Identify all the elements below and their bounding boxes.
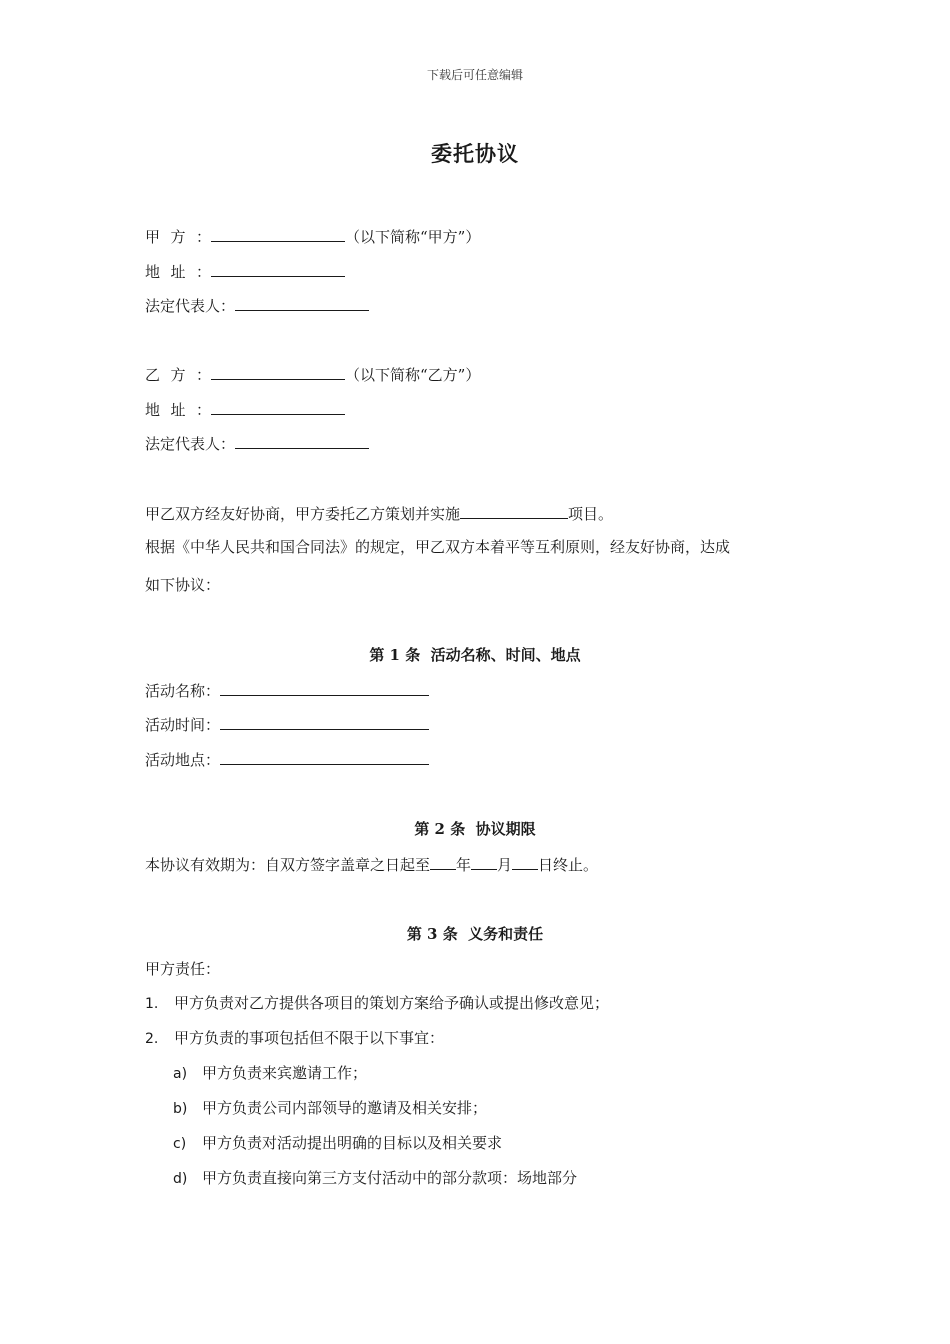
sub-list-item: a) 甲方负责来宾邀请工作； bbox=[173, 1064, 368, 1082]
party-a-note: （以下简称“甲方”） bbox=[345, 228, 481, 246]
list-item: 1. 甲方负责对乙方提供各项目的策划方案给予确认或提出修改意见； bbox=[145, 994, 610, 1012]
intro-line-3: 如下协议： bbox=[145, 576, 221, 594]
party-b-label: 乙方： bbox=[145, 366, 211, 384]
activity-place-blank[interactable] bbox=[220, 749, 429, 765]
document-title: 委托协议 bbox=[431, 141, 519, 166]
article-1-heading: 第 1 条 活动名称、时间、地点 bbox=[369, 646, 581, 664]
party-a-address-blank[interactable] bbox=[211, 261, 345, 277]
party-b-address-label: 地址： bbox=[145, 401, 211, 419]
party-b-blank[interactable] bbox=[211, 364, 345, 380]
activity-time-blank[interactable] bbox=[220, 714, 429, 730]
intro-text-a: 甲乙双方经友好协商，甲方委托乙方策划并实施 bbox=[145, 505, 461, 523]
party-a-rep-label: 法定代表人： bbox=[145, 297, 236, 315]
month-blank[interactable] bbox=[471, 854, 497, 870]
party-b-line bbox=[145, 364, 480, 385]
intro-line-1 bbox=[145, 503, 613, 524]
party-b-rep-label: 法定代表人： bbox=[145, 435, 236, 453]
party-a-address-line bbox=[145, 261, 345, 282]
intro-text-b: 项目。 bbox=[568, 505, 614, 523]
activity-name-blank[interactable] bbox=[220, 680, 429, 696]
party-a-address-label: 地址： bbox=[145, 263, 211, 281]
sub-list-item: d) 甲方负责直接向第三方支付活动中的部分款项：场地部分 bbox=[173, 1169, 578, 1187]
day-blank[interactable] bbox=[512, 854, 538, 870]
article-3-heading: 第 3 条 义务和责任 bbox=[406, 925, 544, 943]
article-2-heading: 第 2 条 协议期限 bbox=[414, 820, 536, 838]
party-b-note: （以下简称“乙方”） bbox=[345, 366, 481, 384]
party-b-address-line bbox=[145, 399, 345, 420]
sub-list-item: c) 甲方负责对活动提出明确的目标以及相关要求 bbox=[173, 1134, 503, 1152]
activity-place-line bbox=[145, 749, 429, 770]
party-a-label: 甲方： bbox=[145, 228, 211, 246]
sub-list-item: b) 甲方负责公司内部领导的邀请及相关安排； bbox=[173, 1099, 488, 1117]
activity-place-label: 活动地点： bbox=[145, 751, 221, 769]
party-a-rep-line bbox=[145, 295, 369, 316]
activity-time-label: 活动时间： bbox=[145, 716, 221, 734]
party-b-rep-blank[interactable] bbox=[235, 433, 369, 449]
party-b-rep-line bbox=[145, 433, 369, 454]
intro-line-2: 根据《中华人民共和国合同法》的规定，甲乙双方本着平等互利原则，经友好协商，达成 bbox=[145, 538, 731, 556]
activity-name-label: 活动名称： bbox=[145, 682, 221, 700]
term-line: 本协议有效期为：自双方签字盖章之日起至 年 月 日终止。 bbox=[145, 856, 599, 874]
party-a-responsibility-label: 甲方责任： bbox=[145, 960, 221, 978]
party-a-blank[interactable] bbox=[211, 226, 345, 242]
party-b-address-blank[interactable] bbox=[211, 399, 345, 415]
party-a-line bbox=[145, 226, 480, 247]
year-blank[interactable] bbox=[430, 854, 456, 870]
list-item: 2. 甲方负责的事项包括但不限于以下事宜： bbox=[145, 1029, 445, 1047]
project-blank[interactable] bbox=[460, 503, 568, 519]
page-header: 下载后可任意编辑 bbox=[426, 68, 523, 82]
party-a-rep-blank[interactable] bbox=[235, 295, 369, 311]
activity-time-line bbox=[145, 714, 429, 735]
activity-name-line bbox=[145, 680, 429, 701]
